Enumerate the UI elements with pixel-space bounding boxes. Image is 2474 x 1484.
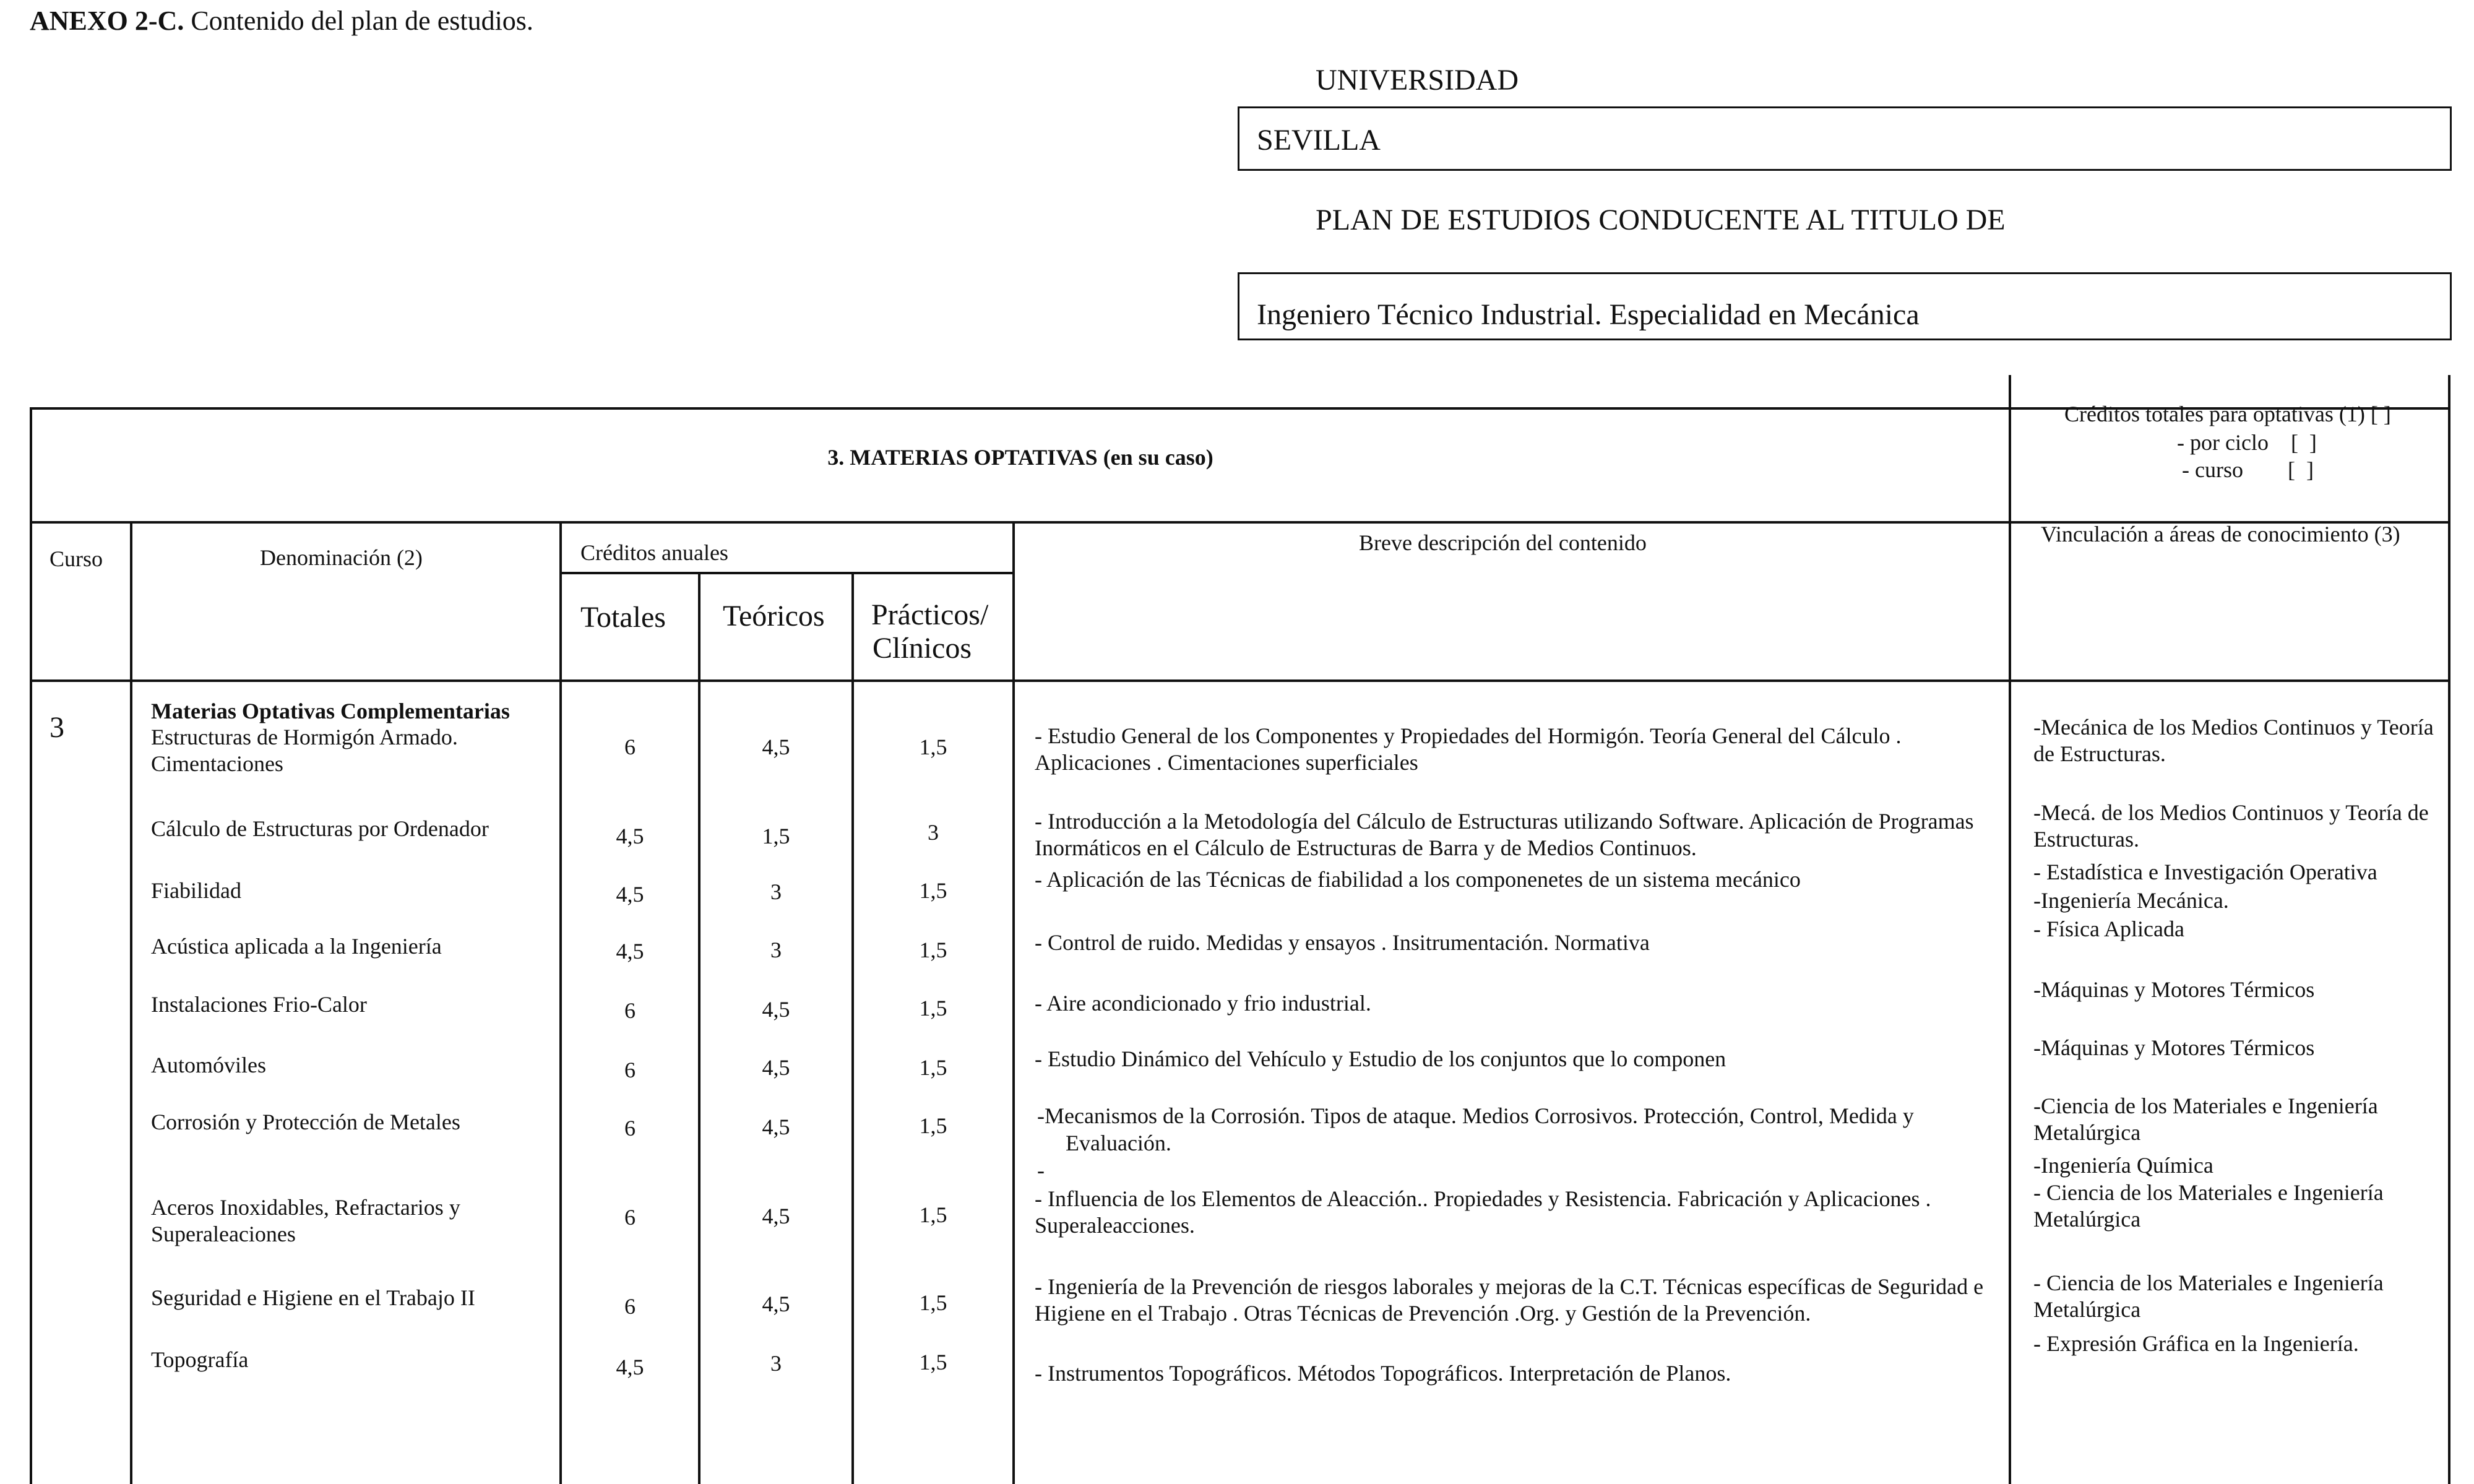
- description-7: - Influencia de los Elementos de Aleacción.. Propiedades y Resistencia. Fabricación y Aplicaciones . Superaleacciones.: [1035, 1186, 1931, 1238]
- col-line-totales: [698, 572, 700, 1484]
- vinculacion-5: -Máquinas y Motores Térmicos: [2033, 977, 2315, 1002]
- titulo-value: Ingeniero Técnico Industrial. Especialidad en Mecánica: [1257, 298, 1920, 331]
- row-name-5: Automóviles: [151, 1053, 266, 1077]
- row-teoricos-2: 3: [770, 879, 782, 904]
- vinculacion-9: - Ciencia de los Materiales e Ingeniería Metalúrgica: [2033, 1180, 2384, 1232]
- header-descripcion: Breve descripción del contenido: [1359, 530, 1647, 555]
- credits-totals-line2: - por ciclo [ ]: [2177, 430, 2317, 455]
- table-left-border: [30, 407, 32, 1484]
- row-totales-1: 4,5: [616, 824, 644, 848]
- col-line-descripcion: [2009, 521, 2011, 1484]
- credits-totals-line1: Créditos totales para optativas (1) [ ]: [2064, 402, 2391, 426]
- row-teoricos-3: 3: [770, 938, 782, 962]
- header-practicos-1: Prácticos/: [871, 598, 989, 631]
- description-4: - Aire acondicionado y frio industrial.: [1035, 991, 1371, 1016]
- row-practicos-1: 3: [928, 820, 939, 845]
- annex-caption: Contenido del plan de estudios.: [184, 6, 533, 36]
- row-name-9: Topografía: [151, 1347, 249, 1372]
- vinculacion-6: -Máquinas y Motores Térmicos: [2033, 1035, 2315, 1060]
- description-dash: -: [1037, 1158, 1045, 1183]
- row-totales-4: 6: [624, 998, 636, 1023]
- table-right-border: [2448, 375, 2450, 1484]
- annex-label: ANEXO 2-C.: [30, 6, 184, 36]
- vinculacion-7: -Ciencia de los Materiales e Ingeniería Metalúrgica: [2033, 1094, 2378, 1145]
- description-6-cont: Evaluación.: [1066, 1131, 1171, 1155]
- vinculacion-1: -Mecá. de los Medios Continuos y Teoría de Estructuras.: [2033, 800, 2429, 852]
- group-title: Materias Optativas Complementarias: [151, 699, 510, 723]
- titulo-box: [1238, 272, 2452, 340]
- row-totales-8: 6: [624, 1294, 636, 1319]
- vinculacion-3: -Ingeniería Mecánica.: [2033, 888, 2229, 913]
- row-practicos-8: 1,5: [919, 1290, 947, 1315]
- description-8: - Ingeniería de la Prevención de riesgos laborales y mejoras de la C.T. Técnicas específicas de Seguridad e Higiene en el Trabajo . Otras Técnicas de Prevención .Org. y Gestión de la Prevención.: [1035, 1274, 1984, 1326]
- description-6: -Mecanismos de la Corrosión. Tipos de ataque. Medios Corrosivos. Protección, Control, Medida y: [1037, 1103, 1914, 1128]
- universidad-value: SEVILLA: [1257, 124, 1381, 157]
- row-name-8: Seguridad e Higiene en el Trabajo II: [151, 1285, 475, 1310]
- description-2: - Aplicación de las Técnicas de fiabilidad a los componenetes de un sistema mecánico: [1035, 867, 1801, 892]
- row-practicos-0: 1,5: [919, 735, 947, 759]
- row-practicos-7: 1,5: [919, 1202, 947, 1227]
- row-practicos-2: 1,5: [919, 878, 947, 903]
- curso-value: 3: [50, 711, 64, 744]
- col-line-teoricos: [851, 572, 854, 1484]
- row-teoricos-0: 4,5: [762, 735, 790, 759]
- row-totales-0: 6: [624, 735, 636, 759]
- description-3: - Control de ruido. Medidas y ensayos . Insitrumentación. Normativa: [1035, 930, 1650, 955]
- row-name-4: Instalaciones Frio-Calor: [151, 992, 367, 1017]
- row-name-0: Estructuras de Hormigón Armado. Cimentaciones: [151, 725, 458, 777]
- universidad-box: [1238, 106, 2452, 171]
- vinculacion-2: - Estadística e Investigación Operativa: [2033, 860, 2377, 884]
- row-totales-5: 6: [624, 1058, 636, 1082]
- row-teoricos-8: 4,5: [762, 1292, 790, 1316]
- row-teoricos-4: 4,5: [762, 997, 790, 1022]
- vinculacion-11: - Expresión Gráfica en la Ingeniería.: [2033, 1331, 2359, 1356]
- row-totales-7: 6: [624, 1205, 636, 1230]
- row-name-2: Fiabilidad: [151, 878, 241, 903]
- row-totales-9: 4,5: [616, 1355, 644, 1379]
- description-9: - Instrumentos Topográficos. Métodos Topográficos. Interpretación de Planos.: [1035, 1361, 1731, 1386]
- row-practicos-3: 1,5: [919, 938, 947, 962]
- description-1: - Introducción a la Metodología del Cálculo de Estructuras utilizando Software. Aplicación de Programas Inormáticos en el Cálculo de Estructuras de Barra y de Medios Continuos.: [1035, 809, 1974, 861]
- row-name-6: Corrosión y Protección de Metales: [151, 1110, 460, 1134]
- plan-label: PLAN DE ESTUDIOS CONDUCENTE AL TITULO DE: [1316, 204, 2006, 236]
- description-0: - Estudio General de los Componentes y Propiedades del Hormigón. Teoría General del Cálculo . Aplicaciones . Cimentaciones superficiales: [1035, 723, 1902, 775]
- row-totales-2: 4,5: [616, 882, 644, 907]
- vinculacion-10: - Ciencia de los Materiales e Ingeniería Metalúrgica: [2033, 1270, 2384, 1322]
- creditos-subheader-line: [559, 572, 1015, 574]
- header-curso: Curso: [50, 546, 103, 571]
- header-row-bottom: [30, 679, 2450, 682]
- row-practicos-4: 1,5: [919, 996, 947, 1020]
- row-teoricos-6: 4,5: [762, 1115, 790, 1139]
- header-creditos-anuales: Créditos anuales: [580, 540, 728, 565]
- section-title: 3. MATERIAS OPTATIVAS (en su caso): [827, 445, 1213, 470]
- row-teoricos-9: 3: [770, 1351, 782, 1376]
- credits-totals-line3: - curso [ ]: [2182, 457, 2314, 482]
- title-row-divider: [2009, 375, 2011, 524]
- col-line-curso: [130, 521, 132, 1484]
- vinculacion-8: -Ingeniería Química: [2033, 1153, 2213, 1178]
- header-denominacion: Denominación (2): [260, 545, 423, 570]
- vinculacion-0: -Mecánica de los Medios Continuos y Teoría de Estructuras.: [2033, 715, 2434, 767]
- row-teoricos-5: 4,5: [762, 1055, 790, 1080]
- row-practicos-6: 1,5: [919, 1113, 947, 1138]
- header-teoricos: Teóricos: [723, 600, 825, 632]
- col-line-practicos: [1012, 521, 1015, 1484]
- row-totales-3: 4,5: [616, 939, 644, 964]
- header-practicos-2: Clínicos: [873, 632, 972, 665]
- row-totales-6: 6: [624, 1116, 636, 1141]
- row-name-3: Acústica aplicada a la Ingeniería: [151, 934, 442, 959]
- universidad-label: UNIVERSIDAD: [1316, 64, 1519, 97]
- annex-title: [30, 5, 533, 37]
- vinculacion-4: - Física Aplicada: [2033, 917, 2184, 941]
- row-practicos-5: 1,5: [919, 1055, 947, 1080]
- row-name-7: Aceros Inoxidables, Refractarios y Superaleaciones: [151, 1195, 460, 1247]
- row-teoricos-7: 4,5: [762, 1204, 790, 1228]
- row-teoricos-1: 1,5: [762, 824, 790, 848]
- header-totales: Totales: [580, 601, 666, 634]
- header-vinculacion: Vinculación a áreas de conocimiento (3): [2041, 522, 2400, 546]
- description-5: - Estudio Dinámico del Vehículo y Estudio de los conjuntos que lo componen: [1035, 1046, 1726, 1071]
- row-name-1: Cálculo de Estructuras por Ordenador: [151, 816, 489, 841]
- row-practicos-9: 1,5: [919, 1350, 947, 1374]
